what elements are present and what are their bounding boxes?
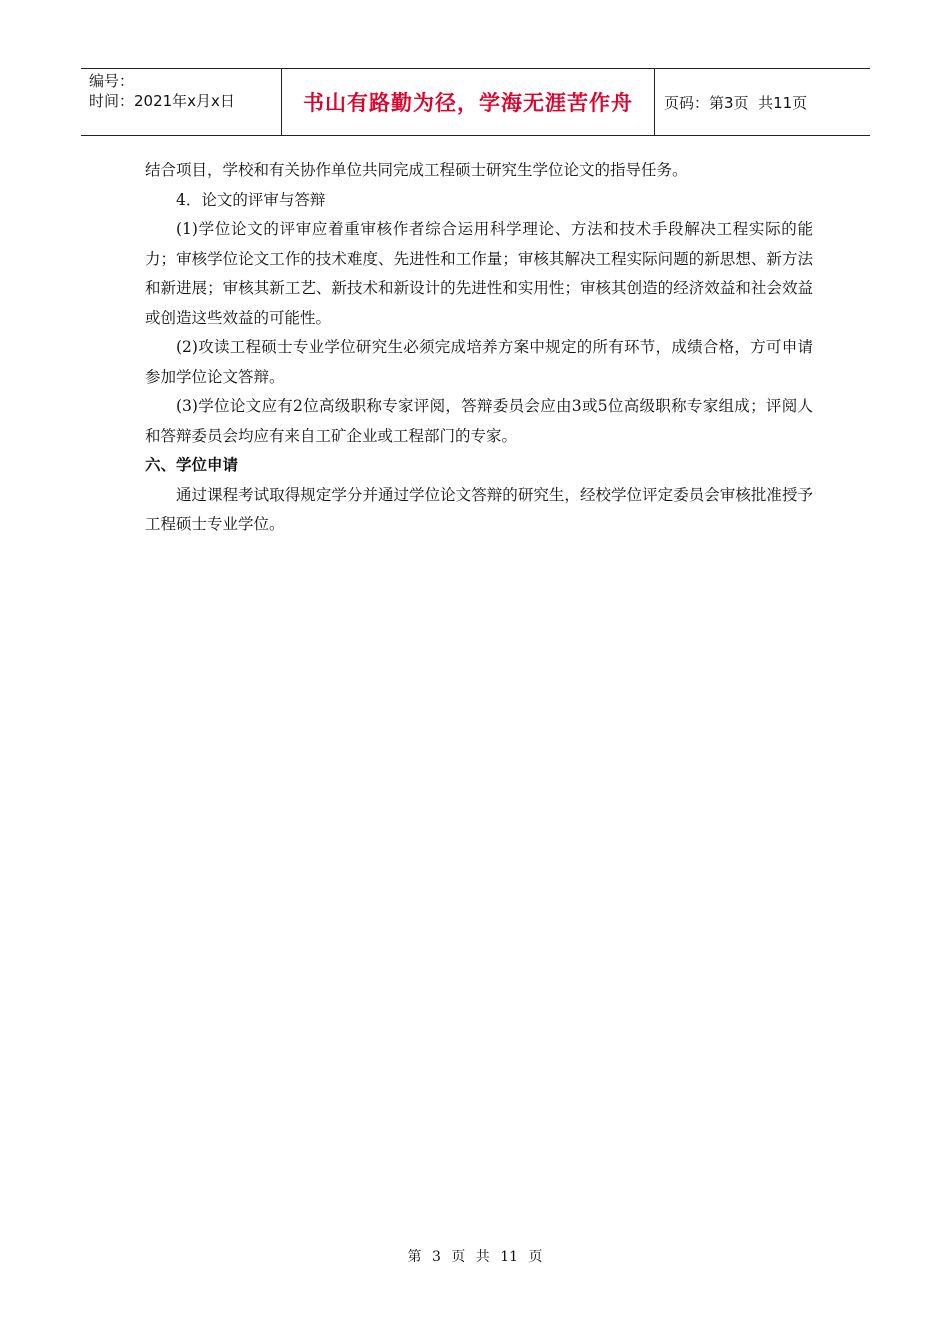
date-label: 时间：2021年x月x日: [89, 92, 235, 110]
subsection-heading: 4．论文的评审与答辩: [176, 190, 326, 209]
section-paragraph: 通过课程考试取得规定学分并通过学位论文答辩的研究生，经校学位评定委员会审核批准授予工程硕士专业学位。: [145, 485, 813, 533]
page-footer: 第 3 页 共 11 页: [407, 1249, 543, 1265]
section-heading: 六、学位申请: [145, 456, 239, 474]
motto-text: 书山有路勤为径，学海无涯苦作舟: [303, 91, 633, 115]
paragraph-continuation: 结合项目，学校和有关协作单位共同完成工程硕士研究生学位论文的指导任务。: [145, 161, 688, 179]
header-page-cell: [655, 69, 870, 135]
header-meta-cell: [81, 69, 282, 135]
serial-number-label: 编号：: [89, 72, 135, 90]
page-code-label: 页码：第3页 共11页: [664, 93, 808, 112]
header-motto-cell: [282, 69, 655, 135]
paragraph-item-1: (1)学位论文的评审应着重审核作者综合运用科学理论、方法和技术手段解决工程实际的能力；审核学位论文工作的技术难度、先进性和工作量；审核其解决工程实际问题的新思想、新方法和新进展；审核其新工艺、新技术和新设计的先进性和实用性；审核其创造的经济效益和社会效益或创造这些效益的可能性。: [145, 220, 813, 327]
paragraph-item-2: (2)攻读工程硕士专业学位研究生必须完成培养方案中规定的所有环节，成绩合格，方可申请参加学位论文答辩。: [145, 338, 813, 386]
document-body: [145, 156, 813, 540]
page-header: [81, 68, 870, 136]
paragraph-item-3: (3)学位论文应有2位高级职称专家评阅，答辩委员会应由3或5位高级职称专家组成；评阅人和答辩委员会均应有来自工矿企业或工程部门的专家。: [145, 397, 813, 445]
